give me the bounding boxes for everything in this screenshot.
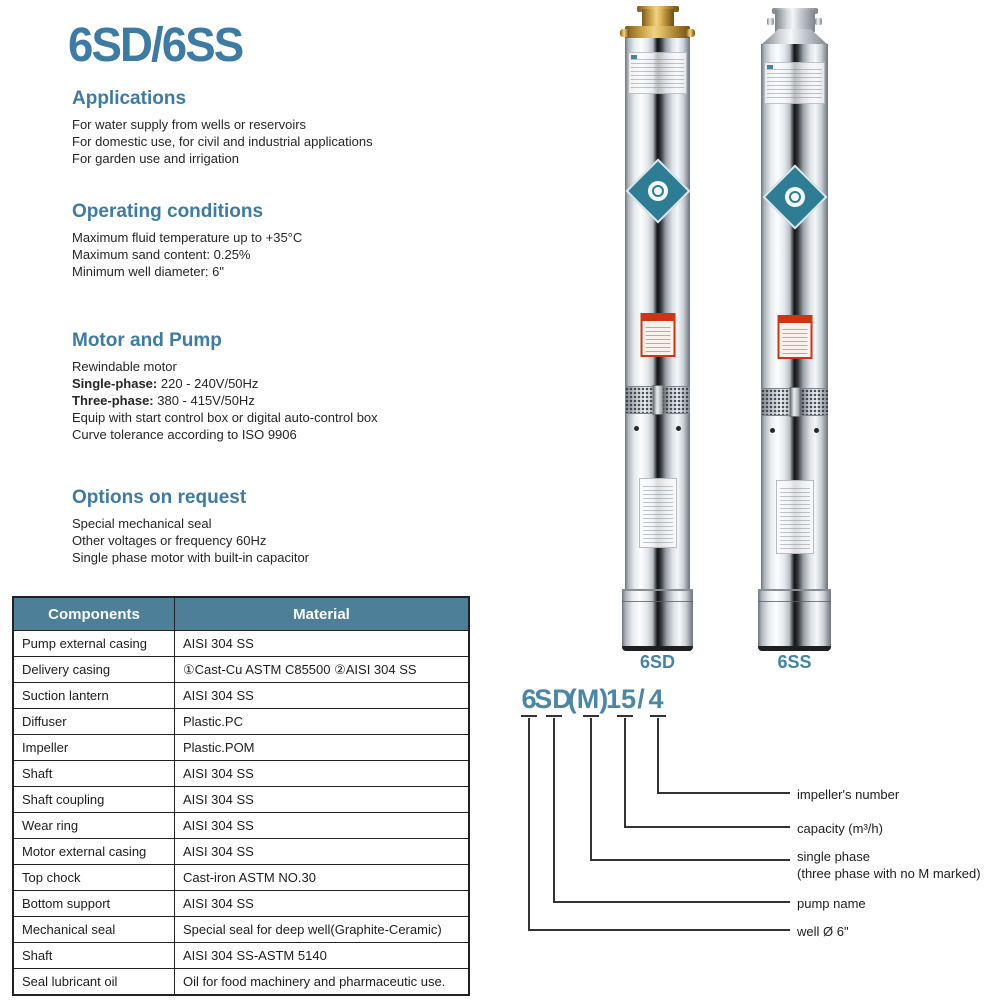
callout-label-phase-line1: single phase	[797, 849, 870, 864]
section-applications	[72, 88, 502, 167]
table-row	[13, 891, 469, 917]
port-ear	[815, 18, 822, 25]
pump-shoulder	[761, 29, 828, 45]
brand-emblem-icon	[780, 183, 808, 211]
pump-spec-label	[764, 62, 825, 104]
motor-line	[72, 375, 502, 392]
callout-label-capacity: capacity (m³/h)	[797, 821, 883, 836]
motor-line-text: 380 - 415V/50Hz	[153, 393, 255, 408]
material-cell: ①Cast-Cu ASTM C85500 ②AISI 304 SS	[175, 657, 470, 683]
port-ear	[767, 18, 774, 25]
material-cell: Plastic.POM	[175, 735, 470, 761]
operating-heading: Operating conditions	[72, 201, 264, 222]
bolt-icon	[676, 426, 681, 431]
model-code-part: /	[637, 684, 645, 714]
callout-tick	[650, 715, 666, 717]
component-cell: Bottom support	[13, 891, 175, 917]
flange-ear	[686, 29, 695, 37]
table-row	[13, 631, 469, 657]
column-header-components: Components	[13, 597, 175, 631]
pump-image-6ss	[761, 6, 828, 651]
bolt-icon	[814, 428, 819, 433]
callout-line-pump-name	[553, 901, 790, 903]
bolt-icon	[770, 428, 775, 433]
callout-line-phase	[590, 859, 790, 861]
options-line: Single phase motor with built-in capacitor	[72, 550, 310, 565]
model-code-part: 6	[521, 684, 537, 714]
table-row	[13, 865, 469, 891]
motor-line	[72, 358, 502, 375]
brand-emblem-icon	[643, 177, 671, 205]
material-cell: AISI 304 SS	[175, 761, 470, 787]
table-row	[13, 813, 469, 839]
motor-line	[72, 409, 502, 426]
material-cell: Cast-iron ASTM NO.30	[175, 865, 470, 891]
applications-line: For garden use and irrigation	[72, 151, 239, 166]
material-cell: AISI 304 SS	[175, 787, 470, 813]
model-code-part: 15	[605, 684, 637, 714]
table-row	[13, 969, 469, 996]
options-heading: Options on request	[72, 487, 247, 508]
motor-line-text: 220 - 240V/50Hz	[157, 376, 259, 391]
table-header-row	[13, 597, 469, 631]
options-line: Other voltages or frequency 60Hz	[72, 533, 267, 548]
options-line: Special mechanical seal	[72, 516, 212, 531]
callout-tick	[583, 715, 599, 717]
operating-line: Maximum sand content: 0.25%	[72, 247, 251, 262]
component-cell: Shaft	[13, 943, 175, 969]
component-cell: Seal lubricant oil	[13, 969, 175, 996]
table-row	[13, 943, 469, 969]
motor-line	[72, 426, 502, 443]
callout-label-impeller: impeller's number	[797, 787, 900, 802]
flange-ear	[620, 29, 629, 37]
motor-spec-label	[776, 480, 814, 554]
motor-line-bold: Three-phase:	[72, 393, 154, 408]
material-cell: AISI 304 SS	[175, 891, 470, 917]
section-operating-conditions	[72, 201, 502, 280]
pump-image-6sd	[625, 6, 690, 651]
motor-line-text: Rewindable motor	[72, 359, 177, 374]
motor-line-text: Equip with start control box or digital auto-control box	[72, 410, 378, 425]
component-cell: Impeller	[13, 735, 175, 761]
material-cell: AISI 304 SS	[175, 683, 470, 709]
applications-line: For domestic use, for civil and industrial applications	[72, 134, 373, 149]
section-motor-and-pump	[72, 330, 502, 443]
callout-label-phase-line2: (three phase with no M marked)	[797, 866, 981, 881]
pump-bottom-cap	[758, 589, 831, 651]
material-cell: AISI 304 SS	[175, 839, 470, 865]
pump-caption-6sd: 6SD	[639, 652, 675, 672]
motor-heading: Motor and Pump	[72, 330, 222, 351]
pump-discharge-port	[775, 10, 815, 32]
components-material-table	[12, 596, 470, 996]
material-cell: Plastic.PC	[175, 709, 470, 735]
callout-label-pump-name: pump name	[797, 896, 866, 911]
callout-tick	[521, 715, 537, 717]
warning-label	[640, 313, 675, 357]
callout-line-well	[528, 718, 530, 931]
table-row	[13, 787, 469, 813]
component-cell: Diffuser	[13, 709, 175, 735]
callout-line-well	[528, 929, 790, 931]
material-cell: AISI 304 SS-ASTM 5140	[175, 943, 470, 969]
callout-tick	[546, 715, 562, 717]
component-cell: Pump external casing	[13, 631, 175, 657]
applications-heading: Applications	[72, 88, 187, 109]
pump-caption-6ss: 6SS	[777, 652, 812, 672]
pump-inlet-strainer	[761, 388, 828, 416]
operating-line: Minimum well diameter: 6"	[72, 264, 224, 279]
bolt-icon	[634, 426, 639, 431]
table-row	[13, 761, 469, 787]
callout-line-impeller	[657, 718, 659, 794]
motor-line-bold: Single-phase:	[72, 376, 158, 391]
table-row	[13, 917, 469, 943]
motor-line	[72, 392, 502, 409]
model-code-part: SD	[534, 684, 572, 714]
column-header-material: Material	[175, 597, 470, 631]
table-row	[13, 735, 469, 761]
material-cell: Special seal for deep well(Graphite-Ceramic)	[175, 917, 470, 943]
component-cell: Mechanical seal	[13, 917, 175, 943]
component-cell: Shaft	[13, 761, 175, 787]
callout-label-well: well Ø 6"	[797, 924, 849, 939]
callout-line-phase	[590, 718, 592, 861]
motor-line-text: Curve tolerance according to ISO 9906	[72, 427, 297, 442]
component-cell: Wear ring	[13, 813, 175, 839]
component-cell: Top chock	[13, 865, 175, 891]
applications-line: For water supply from wells or reservoirs	[72, 117, 307, 132]
callout-label-phase	[797, 848, 981, 882]
table-row	[13, 683, 469, 709]
table-row	[13, 839, 469, 865]
callout-line-capacity	[624, 826, 790, 828]
component-cell: Shaft coupling	[13, 787, 175, 813]
operating-line: Maximum fluid temperature up to +35°C	[72, 230, 303, 245]
pump-bottom-cap	[622, 589, 693, 651]
warning-label	[777, 315, 812, 359]
callout-line-impeller	[657, 792, 790, 794]
table-row	[13, 657, 469, 683]
model-code-part: 4	[648, 684, 664, 714]
component-cell: Delivery casing	[13, 657, 175, 683]
pump-spec-label	[628, 52, 687, 94]
motor-spec-label	[639, 478, 677, 548]
callout-line-pump-name	[553, 718, 555, 903]
table-row	[13, 709, 469, 735]
section-options-on-request	[72, 487, 502, 566]
callout-line-capacity	[624, 718, 626, 828]
component-cell: Suction lantern	[13, 683, 175, 709]
material-cell: AISI 304 SS	[175, 631, 470, 657]
callout-tick	[617, 715, 633, 717]
component-cell: Motor external casing	[13, 839, 175, 865]
material-cell: AISI 304 SS	[175, 813, 470, 839]
pump-inlet-strainer	[625, 386, 690, 414]
page-title: 6SD/6SS	[68, 19, 243, 72]
model-code-part: (M)	[567, 684, 609, 714]
material-cell: Oil for food machinery and pharmaceutic use.	[175, 969, 470, 996]
